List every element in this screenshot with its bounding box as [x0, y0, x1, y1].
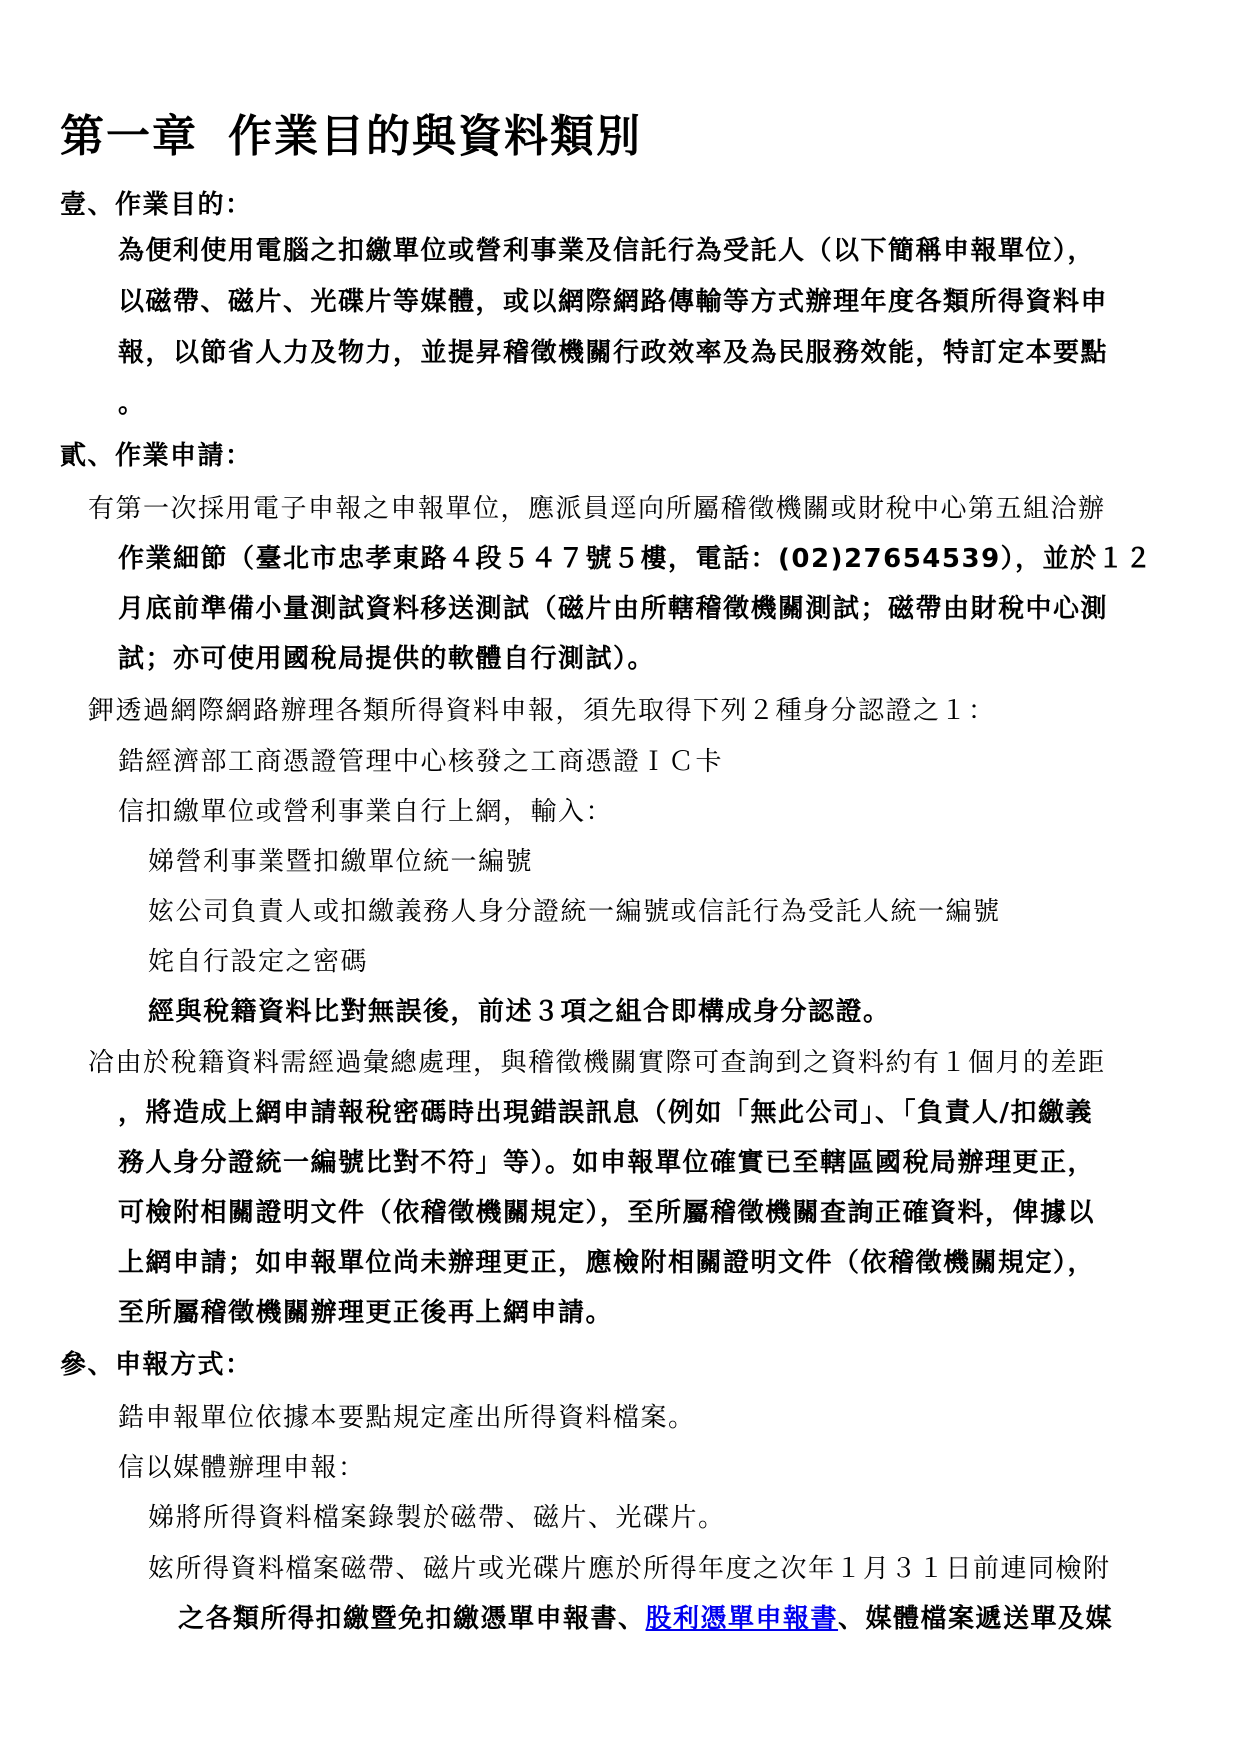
paragraph-line	[178, 1604, 1113, 1634]
sub-list-item: 信扣繳單位或營利事業自行上網，輸入：	[118, 797, 614, 827]
list-item-first-line: 冾由於稅籍資料需經過彙總處理，與稽徵機關實際可查詢到之資料約有１個月的差距	[88, 1048, 1106, 1078]
sub-list-item: 鋯申報單位依據本要點規定產出所得資料檔案。	[118, 1403, 696, 1433]
paragraph-line: 。	[118, 389, 146, 419]
paragraph-line: 以磁帶、磁片、光碟片等媒體，或以網際網路傳輸等方式辦理年度各類所得資料申	[118, 287, 1109, 317]
paragraph-line: 為便利使用電腦之扣繳單位或營利事業及信託行為受託人（以下簡稱申報單位），	[118, 236, 1096, 266]
section-heading-application: 貳、作業申請：	[60, 441, 253, 471]
paragraph-text: 、媒體檔案遞送單及媒	[838, 1604, 1114, 1634]
sub-sub-list-item: 娣營利事業暨扣繳單位統一編號	[148, 847, 534, 877]
paragraph-line: 試；亦可使用國稅局提供的軟體自行測試）。	[118, 644, 656, 674]
paragraph-line: ，將造成上網申請報稅密碼時出現錯誤訊息（例如「無此公司」、「負責人/扣繳義	[118, 1098, 1093, 1128]
paragraph-line: 務人身分證統一編號比對不符」等）。如申報單位確實已至轄區國稅局辦理更正，	[118, 1148, 1096, 1178]
paragraph-line: 報，以節省人力及物力，並提昇稽徵機關行政效率及為民服務效能，特訂定本要點	[118, 338, 1109, 368]
paragraph-line: 可檢附相關證明文件（依稽徵機關規定），至所屬稽徵機關查詢正確資料，俾據以	[118, 1198, 1096, 1228]
sub-sub-list-item: 妶所得資料檔案磁帶、磁片或光碟片應於所得年度之次年１月３１日前連同檢附	[148, 1554, 1111, 1584]
sub-sub-list-item: 姹自行設定之密碼	[148, 947, 369, 977]
sub-sub-list-item: 妶公司負責人或扣繳義務人身分證統一編號或信託行為受託人統一編號	[148, 897, 1001, 927]
paragraph-line: 月底前準備小量測試資料移送測試（磁片由所轄稽徵機關測試；磁帶由財稅中心測	[118, 594, 1109, 624]
list-item-first-line: 有第一次採用電子申報之申報單位，應派員逕向所屬稽徵機關或財稅中心第五組洽辦	[88, 494, 1106, 524]
section-heading-purpose: 壹、作業目的：	[60, 190, 253, 220]
paragraph-line: 作業細節（臺北市忠孝東路４段５４７號５樓，電話：(02)27654539），並於１２	[118, 544, 1153, 574]
sub-sub-list-item: 娣將所得資料檔案錄製於磁帶、磁片、光碟片。	[148, 1503, 726, 1533]
dividend-voucher-link[interactable]: 股利憑單申報書	[645, 1604, 839, 1634]
chapter-number: 第一章	[60, 111, 198, 162]
chapter-title	[60, 112, 642, 162]
paragraph-line: 至所屬稽徵機關辦理更正後再上網申請。	[118, 1298, 614, 1328]
chapter-title-text: 作業目的與資料類別	[228, 111, 642, 162]
sub-list-item: 鋯經濟部工商憑證管理中心核發之工商憑證ＩＣ卡	[118, 747, 724, 777]
paragraph-line: 上網申請；如申報單位尚未辦理更正，應檢附相關證明文件（依稽徵機關規定），	[118, 1248, 1096, 1278]
section-heading-method: 參、申報方式：	[60, 1350, 253, 1380]
paragraph-text: 之各類所得扣繳暨免扣繳憑單申報書、	[178, 1604, 646, 1634]
list-item-first-line: 鉀透過網際網路辦理各類所得資料申報，須先取得下列２種身分認證之１：	[88, 696, 996, 726]
note-line: 經與稅籍資料比對無誤後，前述３項之組合即構成身分認證。	[148, 997, 891, 1027]
sub-list-item: 信以媒體辦理申報：	[118, 1453, 366, 1483]
